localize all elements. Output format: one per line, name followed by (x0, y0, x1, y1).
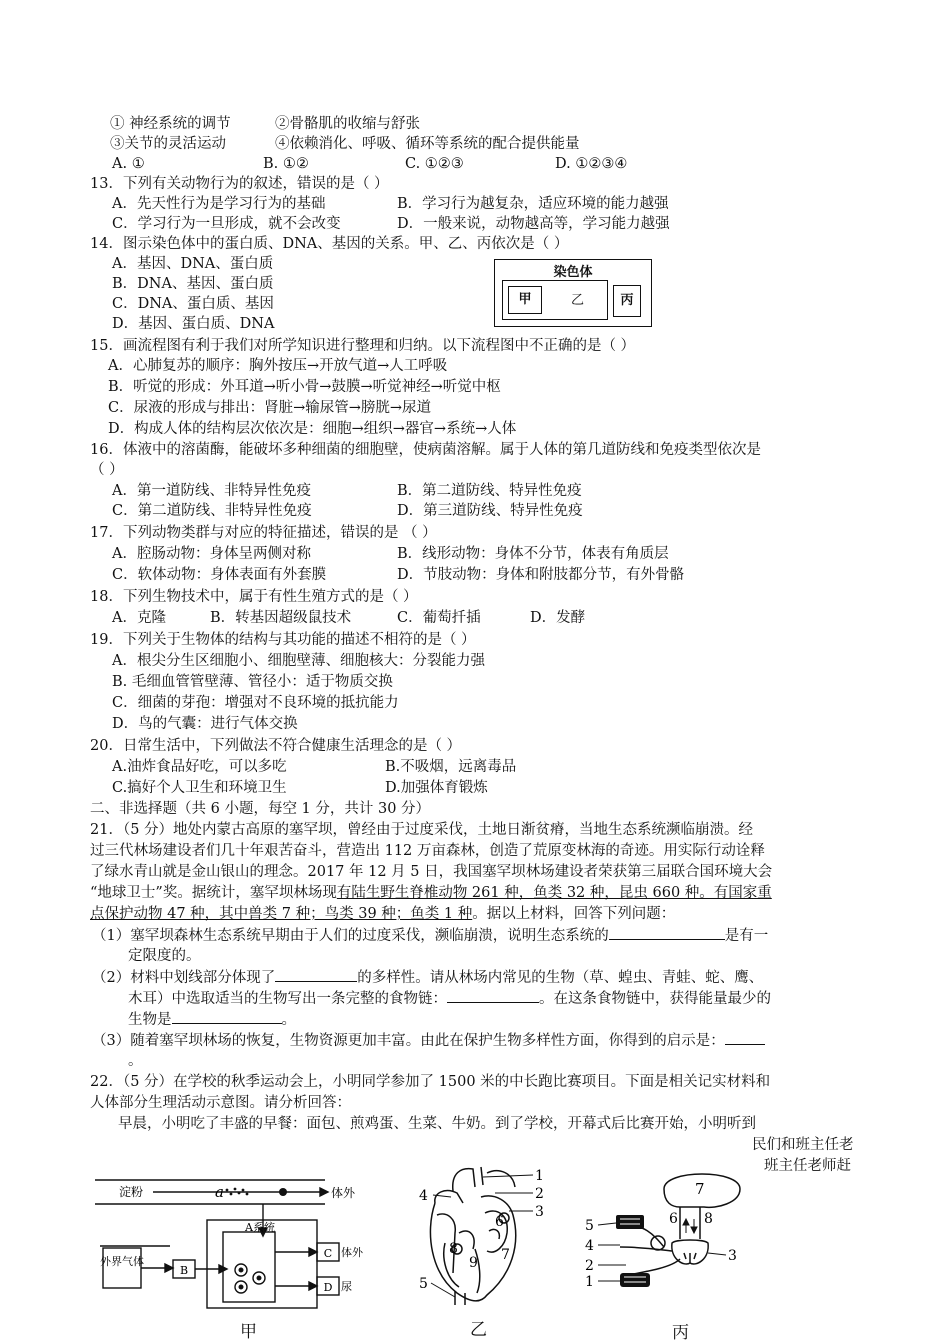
q22-line4-fragment: ⺠们和班主任老 (752, 1137, 854, 1153)
q21-sub1 (92, 925, 768, 946)
q14-stem: 14．图示染色体中的蛋白质、DNA、基因的关系。甲、乙、丙依次是（ ） (90, 236, 569, 252)
q12-opt1: ① 神经系统的调节 (110, 116, 231, 132)
q18-choice-b: B．转基因超级鼠技术 (210, 610, 352, 626)
bing-caption: 丙 (672, 1323, 689, 1343)
q12-opt3: ③关节的灵活运动 (110, 136, 226, 152)
jia-b-label: B (179, 1264, 189, 1277)
q21-sub1-tail: 是有一 (724, 928, 769, 944)
q12-choice-b: B. ①② (263, 156, 309, 172)
jia-c-label: C (323, 1247, 333, 1260)
q13-choice-a: A．先天性行为是学习行为的基础 (112, 196, 326, 212)
q20-stem: 20．日常生活中，下列做法不符合健康生活理念的是（ ） (90, 738, 462, 754)
q17-stem: 17．下列动物类群与对应的特征描述，错误的是 （ ） (90, 525, 437, 541)
q19-choice-a: A．根尖分生区细胞小、细胞壁薄、细胞核大：分裂能力强 (112, 653, 485, 669)
q15-choice-d: D．构成人体的结构层次依次是：细胞→组织→器官→系统→人体 (108, 421, 517, 437)
yi-num-3: 3 (535, 1204, 544, 1220)
q21-sub1-text: （1）塞罕坝森林生态系统早期由于人们的过度采伐，濒临崩溃，说明生态系统的 (92, 928, 609, 944)
yi-num-8: 8 (449, 1241, 458, 1257)
yi-num-7: 7 (501, 1247, 510, 1263)
q14-choice-a: A．基因、DNA、蛋白质 (112, 256, 274, 272)
q12-choice-c: C. ①②③ (405, 156, 464, 172)
q21-sub2-tail: 的多样性。请从林场内常见的生物（草、蝗虫、青蛙、蛇、鹰、 (357, 970, 764, 986)
q20-choice-c: C.搞好个人卫生和环境卫生 (112, 780, 287, 796)
q19-choice-c: C．细菌的芽孢：增强对不良环境的抵抗能力 (112, 695, 399, 711)
bing-num-3: 3 (728, 1248, 737, 1264)
q21-blank2[interactable] (275, 967, 357, 982)
yi-num-9: 9 (469, 1255, 478, 1271)
bing-num-2: 2 (585, 1258, 594, 1274)
section2-heading: 二、非选择题（共 6 小题，每空 1 分，共计 30 分） (90, 801, 431, 817)
q21-line4 (90, 883, 772, 903)
q18-choice-a: A．克隆 (112, 610, 166, 626)
q21-line5 (90, 904, 675, 924)
q17-choice-a: A．腔肠动物：身体呈两侧对称 (112, 546, 311, 562)
chromosome-title: 染色体 (553, 265, 593, 280)
yi-num-1: 1 (535, 1168, 544, 1184)
q18-stem: 18．下列生物技术中，属于有性生殖方式的是（ ） (90, 589, 418, 605)
jia-urine-label: 尿 (341, 1280, 352, 1293)
bing-num-5: 5 (585, 1218, 594, 1234)
q22-line3: 早晨，小明吃了丰盛的早餐：面包、煎鸡蛋、生菜、牛奶。到了学校，开幕式后比赛开始，小明听到 (118, 1116, 756, 1132)
yi-num-4: 4 (419, 1188, 428, 1204)
q17-choice-d: D．节肢动物：身体和附肢都分节，有外骨骼 (397, 567, 685, 583)
q18-choice-c: C．葡萄扦插 (397, 610, 481, 626)
q12-opt2: ②骨骼肌的收缩与舒张 (275, 116, 420, 132)
q21-sub3-text: （3）随着塞罕坝林场的恢复，生物资源更加丰富。由此在保护生物多样性方面，你得到的启示是： (92, 1033, 725, 1049)
q21-blank1[interactable] (609, 925, 725, 940)
q22-line1: 22．（5 分）在学校的秋季运动会上，小明同学参加了 1500 米的中长跑比赛项目。下面是相关记实材料和 (90, 1074, 771, 1090)
q14-choice-b: B．DNA、基因、蛋白质 (112, 276, 274, 292)
q15-choice-a: A．心肺复苏的顺序：胸外按压→开放气道→人工呼吸 (108, 358, 448, 374)
figure-jia (95, 1170, 363, 1320)
q21-sub3-end: 。 (128, 1053, 143, 1069)
q21-sub2 (92, 967, 763, 988)
bing-num-8: 8 (704, 1211, 713, 1227)
q12-choice-a: A. ① (112, 156, 145, 172)
q16-choice-d: D．第三道防线、特异性免疫 (397, 503, 583, 519)
q19-choice-b: B. 毛细血管管壁薄、管径小：适于物质交换 (112, 674, 393, 690)
q16-choice-c: C．第二道防线、非特异性免疫 (112, 503, 312, 519)
q21-sub1-cont: 定限度的。 (128, 948, 201, 964)
q13-choice-d: D．一般来说，动物越高等，学习能力越强 (397, 216, 670, 232)
bing-num-7: 7 (695, 1180, 705, 1198)
bing-num-4: 4 (585, 1238, 594, 1254)
q16-choice-a: A．第一道防线、非特异性免疫 (112, 483, 311, 499)
jia-out1-label: 体外 (331, 1186, 356, 1200)
q14-choice-d: D．基因、蛋白质、DNA (112, 316, 275, 332)
q21-sub2-end: 。 (281, 1012, 296, 1028)
chromosome-yi: 乙 (571, 293, 585, 308)
jia-a-label: a (215, 1183, 224, 1201)
q17-choice-c: C．软体动物：身体表面有外套膜 (112, 567, 327, 583)
yi-caption: 乙 (470, 1320, 487, 1340)
q12-opt4: ④依赖消化、呼吸、循环等系统的配合提供能量 (275, 136, 580, 152)
q21-sub3 (92, 1030, 765, 1051)
q21-line1: 21．（5 分）地处内蒙古高原的塞罕坝，曾经由于过度采伐，土地日渐贫瘠，当地生态系统濒临崩溃。经 (90, 822, 754, 838)
chromosome-diagram (494, 259, 652, 327)
figure-bing-reflex (580, 1163, 760, 1313)
q13-stem: 13．下列有关动物行为的叙述，错误的是（ ） (90, 176, 389, 192)
q21-sub2-cont2 (128, 1009, 296, 1030)
jia-d-label: D (323, 1281, 333, 1294)
chromosome-bing: 丙 (613, 285, 641, 317)
q20-choice-a: A.油炸食品好吃，可以多吃 (112, 759, 287, 775)
q21-line5-underlined: 点保护动物 47 种，其中兽类 7 种；鸟类 39 种；鱼类 1 种 (90, 906, 473, 922)
q14-choice-c: C．DNA、蛋白质、基因 (112, 296, 274, 312)
q16-paren: （ ） (90, 462, 124, 478)
q16-stem: 16．体液中的溶菌酶，能破坏多种细菌的细胞壁，使病菌溶解。属于人体的第几道防线和免疫类型依次是 (90, 442, 761, 458)
q21-sub2-energy-text: 。在这条食物链中，获得能量最少的 (539, 991, 771, 1007)
q21-line2: 过三代林场建设者们几十年艰苦奋斗，营造出 112 万亩森林，创造了荒原变林海的奇迹。用实际行动诠释 (90, 843, 765, 859)
q19-choice-d: D．鸟的气囊：进行气体交换 (112, 716, 298, 732)
q15-choice-c: C．尿液的形成与排出：肾脏→输尿管→膀胱→尿道 (108, 400, 432, 416)
q21-sub2-chain-text: 木耳）中选取适当的生物写出一条完整的食物链： (128, 991, 447, 1007)
q21-blank5[interactable] (725, 1030, 765, 1045)
q21-sub2-cont (128, 988, 771, 1009)
bing-num-6: 6 (669, 1211, 678, 1227)
jia-starch-label: 淀粉 (118, 1185, 144, 1199)
figure-yi-heart (415, 1163, 555, 1313)
q20-choice-b: B.不吸烟，远离毒品 (385, 759, 517, 775)
q15-choice-b: B．听觉的形成：外耳道→听小骨→鼓膜→听觉神经→听觉中枢 (108, 379, 501, 395)
q21-line3: 了绿水青山就是金山银山的理念。2017 年 12 月 5 日，我国塞罕坝林场建设者荣获第三届联合国环境大会 (90, 864, 773, 880)
yi-num-5: 5 (419, 1276, 428, 1292)
q21-line5-text: 。据以上材料，回答下列问题： (472, 906, 676, 922)
q21-line4-text: “地球卫士”奖。据统计，塞罕坝林场现 (90, 885, 337, 901)
q13-choice-b: B．学习行为越复杂，适应环境的能力越强 (397, 196, 669, 212)
q13-choice-c: C．学习行为一旦形成，就不会改变 (112, 216, 341, 232)
q19-stem: 19．下列关于生物体的结构与其功能的描述不相符的是（ ） (90, 632, 476, 648)
q21-sub2-least-text: 生物是 (128, 1012, 172, 1028)
q16-choice-b: B．第二道防线、特异性免疫 (397, 483, 582, 499)
jia-caption: 甲 (240, 1322, 257, 1342)
jia-system-label: A系统 (245, 1221, 275, 1234)
bing-num-1: 1 (585, 1274, 594, 1290)
jia-air-label: 外界气体 (100, 1255, 144, 1268)
q15-stem: 15．画流程图有利于我们对所学知识进行整理和归纳。以下流程图中不正确的是（ ） (90, 338, 636, 354)
yi-num-6: 6 (495, 1214, 504, 1230)
jia-out2-label: 体外 (341, 1246, 363, 1259)
q21-line4-underlined: 有陆生野生脊椎动物 261 种，鱼类 32 种，昆虫 660 种。有国家重 (336, 885, 772, 901)
chromosome-jia: 甲 (508, 286, 542, 314)
q22-line2: 人体部分生理活动示意图。请分析回答： (90, 1095, 351, 1111)
chromosome-inner-box (502, 280, 608, 320)
q21-sub2-text: （2）材料中划线部分体现了 (92, 970, 276, 986)
yi-num-2: 2 (535, 1186, 544, 1202)
q18-choice-d: D．发酵 (530, 610, 586, 626)
q21-blank3[interactable] (447, 988, 539, 1003)
q20-choice-d: D.加强体育锻炼 (385, 780, 488, 796)
q12-choice-d: D. ①②③④ (555, 156, 628, 172)
q22-line5-fragment: 班主任老师赶 (764, 1158, 851, 1174)
q17-choice-b: B．线形动物：身体不分节，体表有角质层 (397, 546, 669, 562)
q21-blank4[interactable] (172, 1009, 282, 1024)
